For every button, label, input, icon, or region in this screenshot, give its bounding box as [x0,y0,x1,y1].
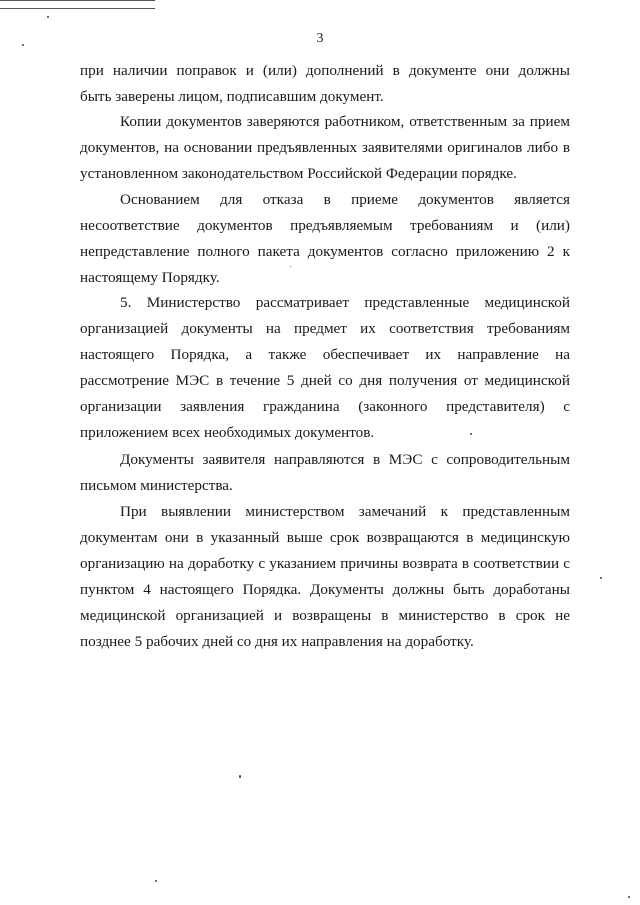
scan-speck [47,16,49,18]
text-line: Копии документов заверяются работником, ответственным за прием [120,113,570,130]
text-line: настоящему Порядку. [80,269,220,286]
page-number: 3 [316,31,324,46]
paragraph [80,187,570,291]
text-line: 5. Министерство рассматривает представленные медицинской [120,294,570,311]
text-line: документам они в указанный выше срок возвращаются в медицинскую [80,529,570,546]
text-line: позднее 5 рабочих дней со дня их направления на доработку. [80,633,474,650]
scan-edge-line [0,0,155,1]
text-line: при наличии поправок и (или) дополнений в документе они должны [80,62,570,79]
scan-speck [290,266,291,267]
text-line: установленном законодательством Российской Федерации порядке. [80,165,517,182]
scan-speck [155,880,157,882]
paragraph [80,109,570,187]
text-line: несоответствие документов предъявляемым требованиям и (или) [80,217,570,234]
scan-edge-line [0,8,155,9]
text-line: организацию на доработку с указанием причины возврата в соответствии с [80,555,570,572]
text-line: организации заявления гражданина (законного представителя) с [80,398,570,415]
text-line: приложением всех необходимых документов. [80,424,375,441]
text-line: пунктом 4 настоящего Порядка. Документы должны быть доработаны [80,581,570,598]
text-line: Документы заявителя направляются в МЭС с сопроводительным [120,451,570,468]
text-line: непредставление полного пакета документов согласно приложению 2 к [80,243,570,260]
text-line: быть заверены лицом, подписавшим документ. [80,88,384,105]
paragraph [80,499,570,655]
text-line: организацией документы на предмет их соответствия требованиям [80,320,570,337]
text-line: настоящего Порядка, а также обеспечивает их направление на [80,346,570,363]
scan-speck [628,896,630,898]
text-line: Основанием для отказа в приеме документов является [120,191,570,208]
paragraph [80,58,570,110]
scan-speck [239,775,241,778]
text-line: письмом министерства. [80,477,233,494]
scan-speck [600,577,602,579]
paragraph [80,447,570,499]
paragraph [80,290,570,446]
text-line: рассмотрение МЭС в течение 5 дней со дня получения от медицинской [80,372,570,389]
scan-speck [470,433,472,435]
text-line: документов, на основании предъявленных заявителями оригиналов либо в [80,139,570,156]
scan-speck [22,44,24,46]
text-line: При выявлении министерством замечаний к представленным [120,503,570,520]
text-line: медицинской организацией и возвращены в министерство в срок не [80,607,570,624]
